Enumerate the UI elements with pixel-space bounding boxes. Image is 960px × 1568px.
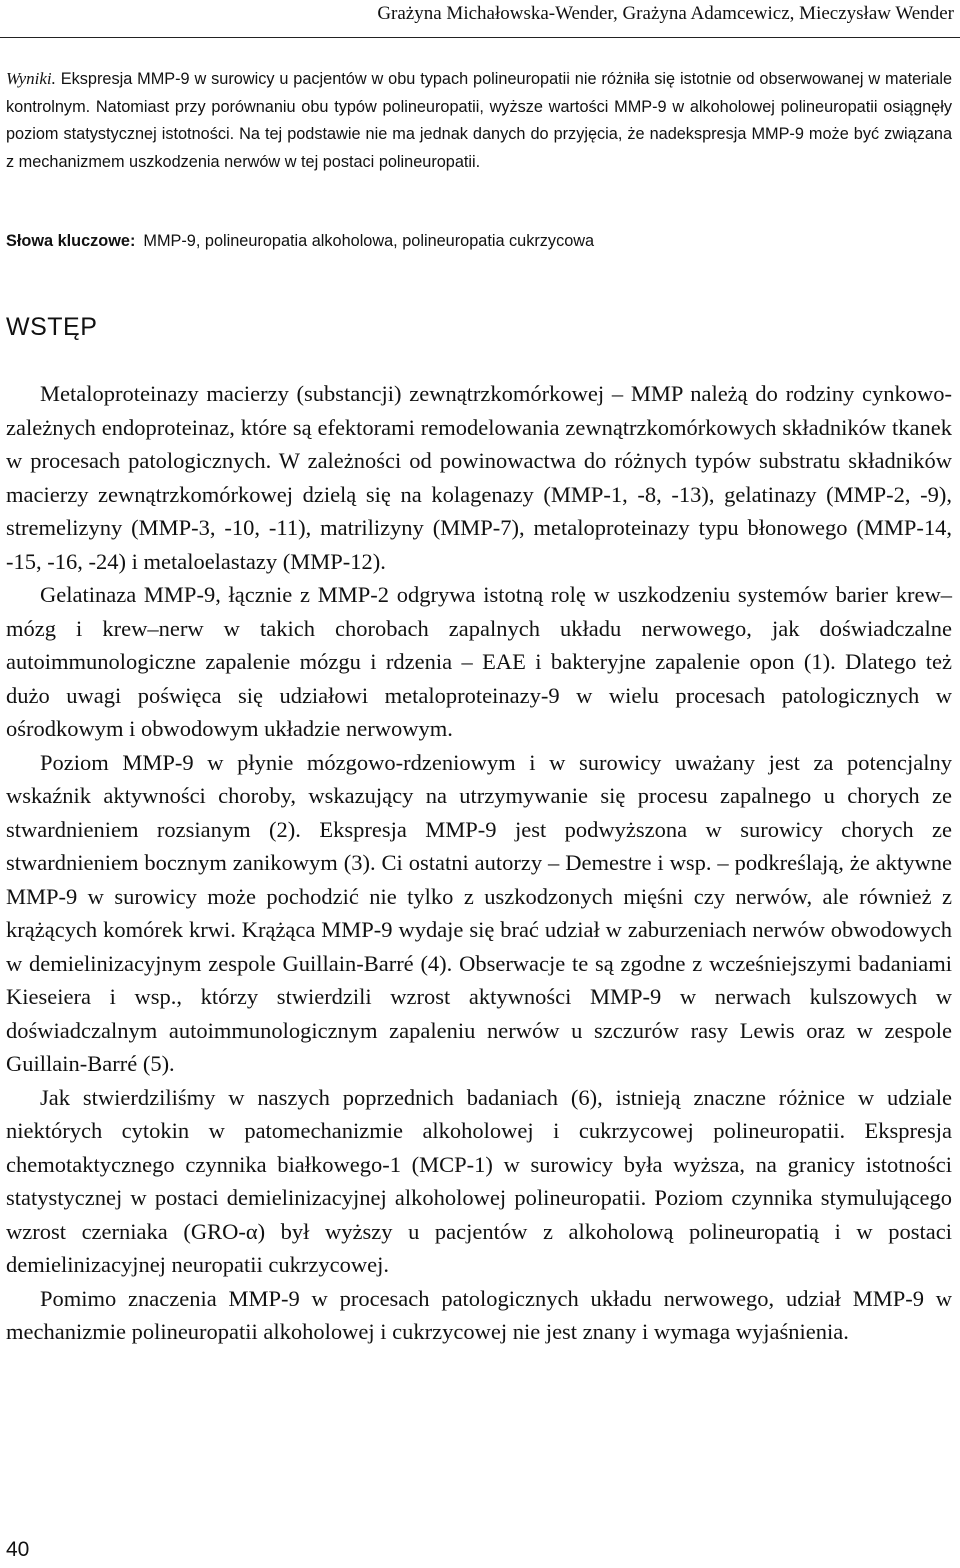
section-title: WSTĘP xyxy=(6,313,98,341)
paragraph-2: Gelatinaza MMP-9, łącznie z MMP-2 odgrywa istotną rolę w uszkodzeniu systemów barier krew–mózg i krew–nerw w takich chorobach zapalnych układu nerwowego, jak doświadczalne autoimmunologiczne zapalenie mózgu i rdzenia – EAE i bakteryjne zapalenie opon (1). Dlatego też dużo uwagi poświęca się udziałowi metaloproteinazy-9 w wielu procesach patologicznych w ośrodkowym i obwodowym układzie nerwowym. xyxy=(6,582,952,741)
body-text xyxy=(6,377,952,1349)
abstract-label: Wyniki. xyxy=(6,69,56,88)
paragraph-4: Jak stwierdziliśmy w naszych poprzednich badaniach (6), istnieją znaczne różnice w udziale niektórych cytokin w patomechanizmie alkoholowej i cukrzycowej polineuropatii. Ekspresja chemotaktycznego czynnika białkowego-1 (MCP-1) w surowicy była wyższa, na granicy istotności statystycznej w postaci demielinizacyjnej alkoholowej polineuropatii. Poziom czynnika stymulującego wzrost czerniaka (GRO-α) był wyższy u pacjentów z alkoholową polineuropatią i w postaci demielinizacyjnej neuropatii cukrzycowej. xyxy=(6,1084,952,1277)
paragraph-5: Pomimo znaczenia MMP-9 w procesach patologicznych układu nerwowego, udział MMP-9 w mechanizmie polineuropatii alkoholowej i cukrzycowej nie jest znany i wymaga wyjaśnienia. xyxy=(6,1285,952,1344)
paragraph-3: Poziom MMP-9 w płynie mózgowo-rdzeniowym i w surowicy uważany jest za potencjalny wskaźnik aktywności choroby, wskazujący na utrzymywanie się procesu zapalnego u chorych ze stwardnieniem rozsianym (2). Ekspresja MMP-9 jest podwyższona w surowicy chorych ze stwardnieniem bocznym zanikowym (3). Ci ostatni autorzy – Demestre i wsp. – podkreślają, że aktywne MMP-9 w surowicy może pochodzić nie tylko z uszkodzonych mięśni czy nerwów, ale również z krążących komórek krwi. Krążąca MMP-9 wydaje się brać udział w zaburzeniach nerwów obwodowych w demielinizacyjnym zespole Guillain-Barré (4). Obserwacje te są zgodne z wcześniejszymi badaniami Kieseiera i wsp., którzy stwierdzili wzrost aktywności MMP-9 w nerwach kulszowych w doświadczalnym autoimmunologicznym zapaleniu nerwów u szczurów rasy Lewis oraz w zespole Guillain-Barré (5). xyxy=(6,749,952,1076)
abstract-text: Ekspresja MMP-9 w surowicy u pacjentów w obu typach polineuropatii nie różniła się istotnie od obserwowanej w materiale kontrolnym. Natomiast przy porównaniu obu typów polineuropatii, wyższe wartości MMP-9 w alkoholowej polineuropatii osiągnęły poziom statystycznej istotności. Na tej podstawie nie ma jednak danych do przyjęcia, że nadekspresja MMP-9 może być związana z mechanizmem uszkodzenia nerwów w tej postaci polineuropatii. xyxy=(6,70,952,171)
running-header: Grażyna Michałowska-Wender, Grażyna Adamcewicz, Mieczysław Wender xyxy=(377,3,954,24)
keywords-label: Słowa kluczowe: xyxy=(6,232,136,250)
paragraph-1: Metaloproteinazy macierzy (substancji) zewnątrzkomórkowej – MMP należą do rodziny cynkowo-zależnych endoproteinaz, które są efektorami remodelowania zewnątrzkomórkowych składników tkanek w procesach patologicznych. W zależności od powinowactwa do różnych typów substratu składników macierzy zewnątrzkomórkowej dzielą się na kolagenazy (MMP-1, -8, -13), gelatinazy (MMP-2, -9), stremelizyny (MMP-3, -10, -11), matrilizyny (MMP-7), metaloproteinazy typu błonowego (MMP-14, -15, -16, -24) i metaloelastazy (MMP-12). xyxy=(6,381,952,574)
abstract-results xyxy=(6,65,952,176)
page-number: 40 xyxy=(6,1538,30,1561)
keywords xyxy=(6,228,952,256)
header-rule xyxy=(0,37,960,38)
keywords-text: MMP-9, polineuropatia alkoholowa, polineuropatia cukrzycowa xyxy=(143,232,595,250)
